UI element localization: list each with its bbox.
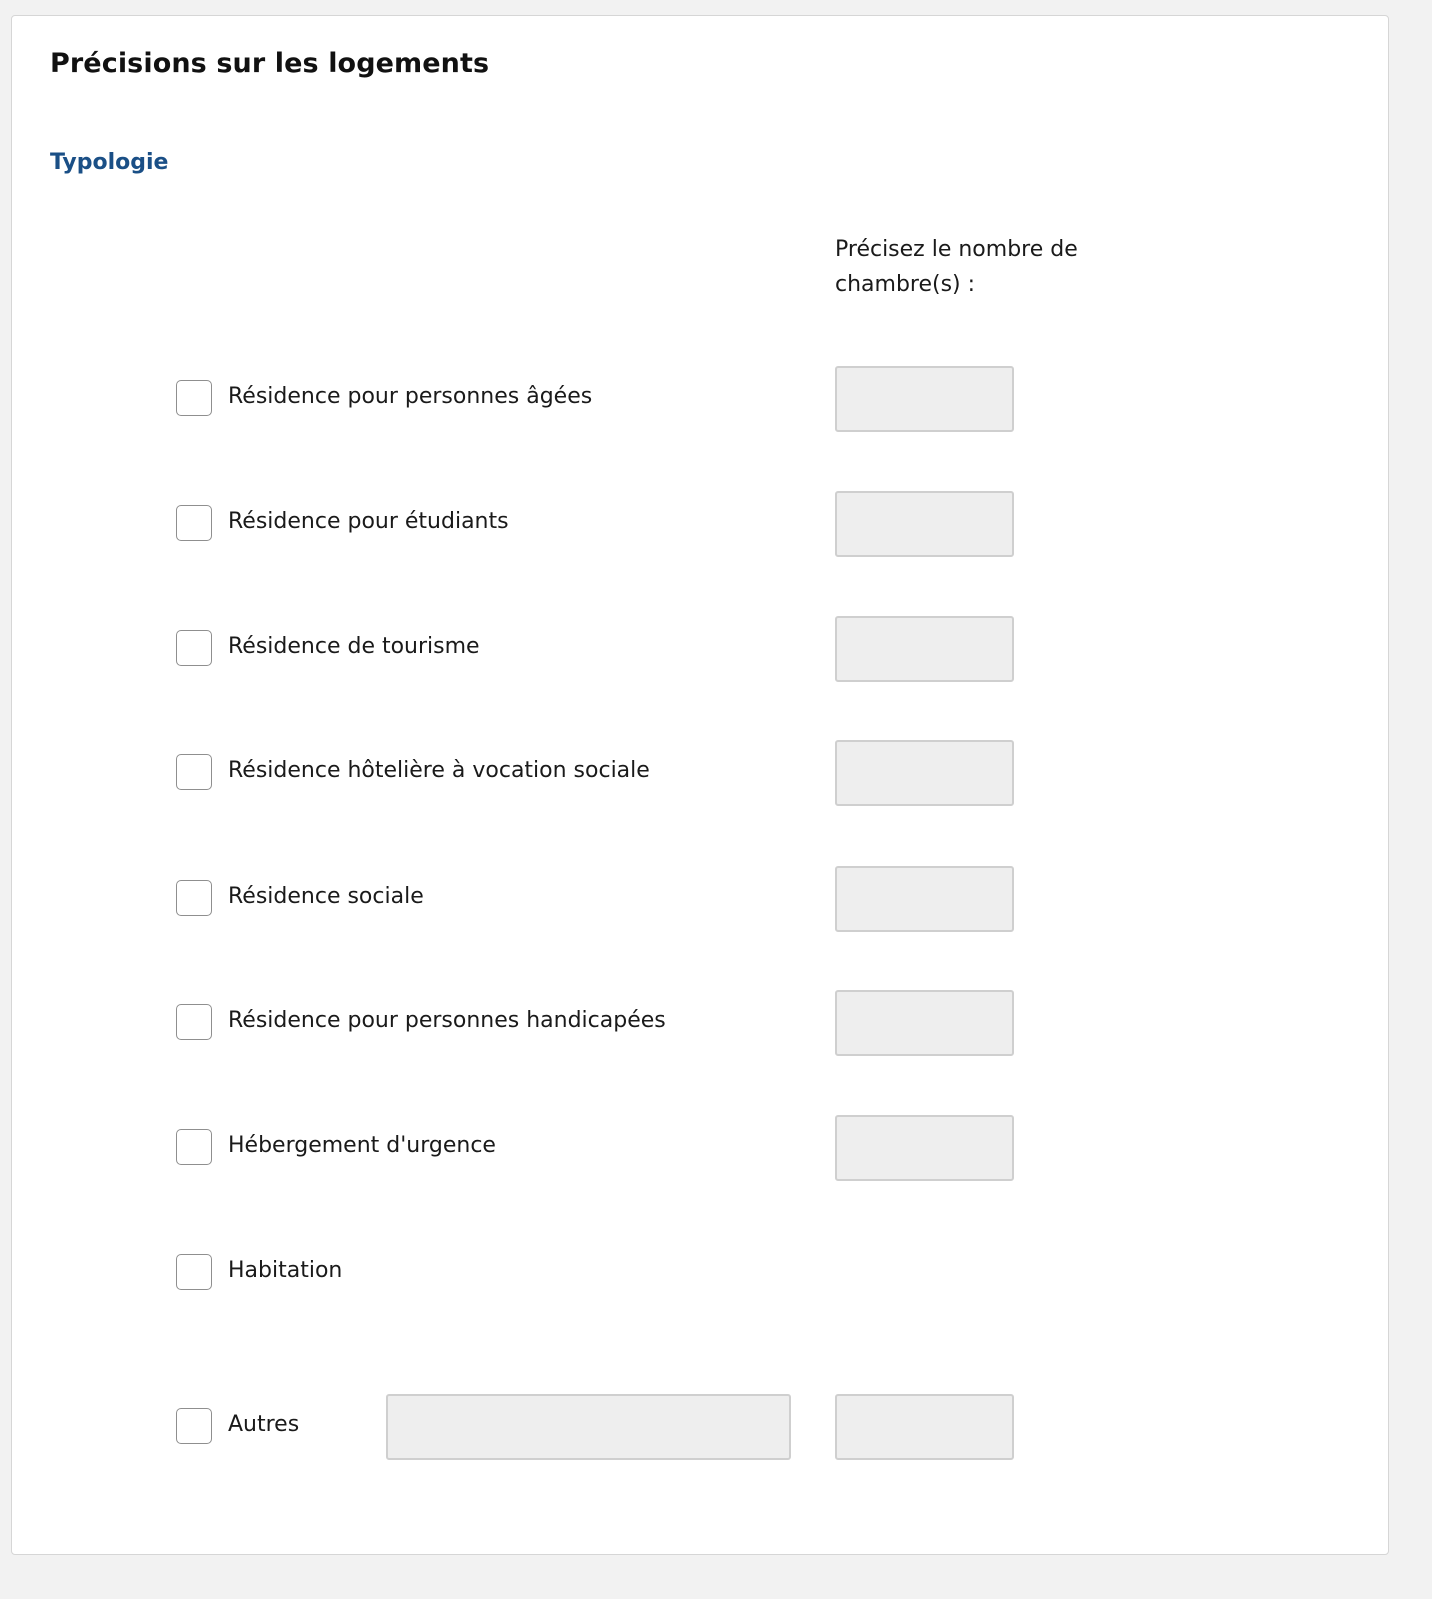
typologie-row-habitation bbox=[12, 1240, 1388, 1306]
chambres-input-etudiants[interactable] bbox=[835, 491, 1014, 557]
checkbox-habitation[interactable] bbox=[176, 1254, 212, 1290]
label-autres[interactable]: Autres bbox=[228, 1412, 300, 1437]
chambres-input-handicapees[interactable] bbox=[835, 990, 1014, 1056]
typologie-row-urgence bbox=[12, 1115, 1388, 1181]
label-hoteliere-sociale[interactable]: Résidence hôtelière à vocation sociale bbox=[228, 758, 650, 783]
label-tourisme[interactable]: Résidence de tourisme bbox=[228, 634, 480, 659]
label-habitation[interactable]: Habitation bbox=[228, 1258, 343, 1283]
checkbox-handicapees[interactable] bbox=[176, 1004, 212, 1040]
typologie-row-hoteliere-sociale bbox=[12, 740, 1388, 806]
checkbox-hoteliere-sociale[interactable] bbox=[176, 754, 212, 790]
chambres-input-sociale[interactable] bbox=[835, 866, 1014, 932]
logements-card bbox=[11, 15, 1389, 1555]
section-title: Précisions sur les logements bbox=[50, 48, 490, 79]
checkbox-urgence[interactable] bbox=[176, 1129, 212, 1165]
label-personnes-agees[interactable]: Résidence pour personnes âgées bbox=[228, 384, 593, 409]
chambres-input-tourisme[interactable] bbox=[835, 616, 1014, 682]
autres-precision-input[interactable] bbox=[386, 1394, 791, 1460]
typologie-row-etudiants bbox=[12, 491, 1388, 557]
checkbox-sociale[interactable] bbox=[176, 880, 212, 916]
label-etudiants[interactable]: Résidence pour étudiants bbox=[228, 509, 509, 534]
typologie-row-handicapees bbox=[12, 990, 1388, 1056]
chambres-input-hoteliere-sociale[interactable] bbox=[835, 740, 1014, 806]
typologie-row-sociale bbox=[12, 866, 1388, 932]
chambres-input-personnes-agees[interactable] bbox=[835, 366, 1014, 432]
label-urgence[interactable]: Hébergement d'urgence bbox=[228, 1133, 496, 1158]
typologie-row-tourisme bbox=[12, 616, 1388, 682]
checkbox-tourisme[interactable] bbox=[176, 630, 212, 666]
typologie-title: Typologie bbox=[50, 150, 169, 175]
chambres-column-header: Précisez le nombre de chambre(s) : bbox=[835, 237, 1078, 297]
label-handicapees[interactable]: Résidence pour personnes handicapées bbox=[228, 1008, 666, 1033]
chambres-input-urgence[interactable] bbox=[835, 1115, 1014, 1181]
typologie-row-autres bbox=[12, 1394, 1388, 1460]
label-sociale[interactable]: Résidence sociale bbox=[228, 884, 424, 909]
typologie-row-personnes-agees bbox=[12, 366, 1388, 432]
checkbox-autres[interactable] bbox=[176, 1408, 212, 1444]
chambres-input-autres[interactable] bbox=[835, 1394, 1014, 1460]
checkbox-personnes-agees[interactable] bbox=[176, 380, 212, 416]
checkbox-etudiants[interactable] bbox=[176, 505, 212, 541]
